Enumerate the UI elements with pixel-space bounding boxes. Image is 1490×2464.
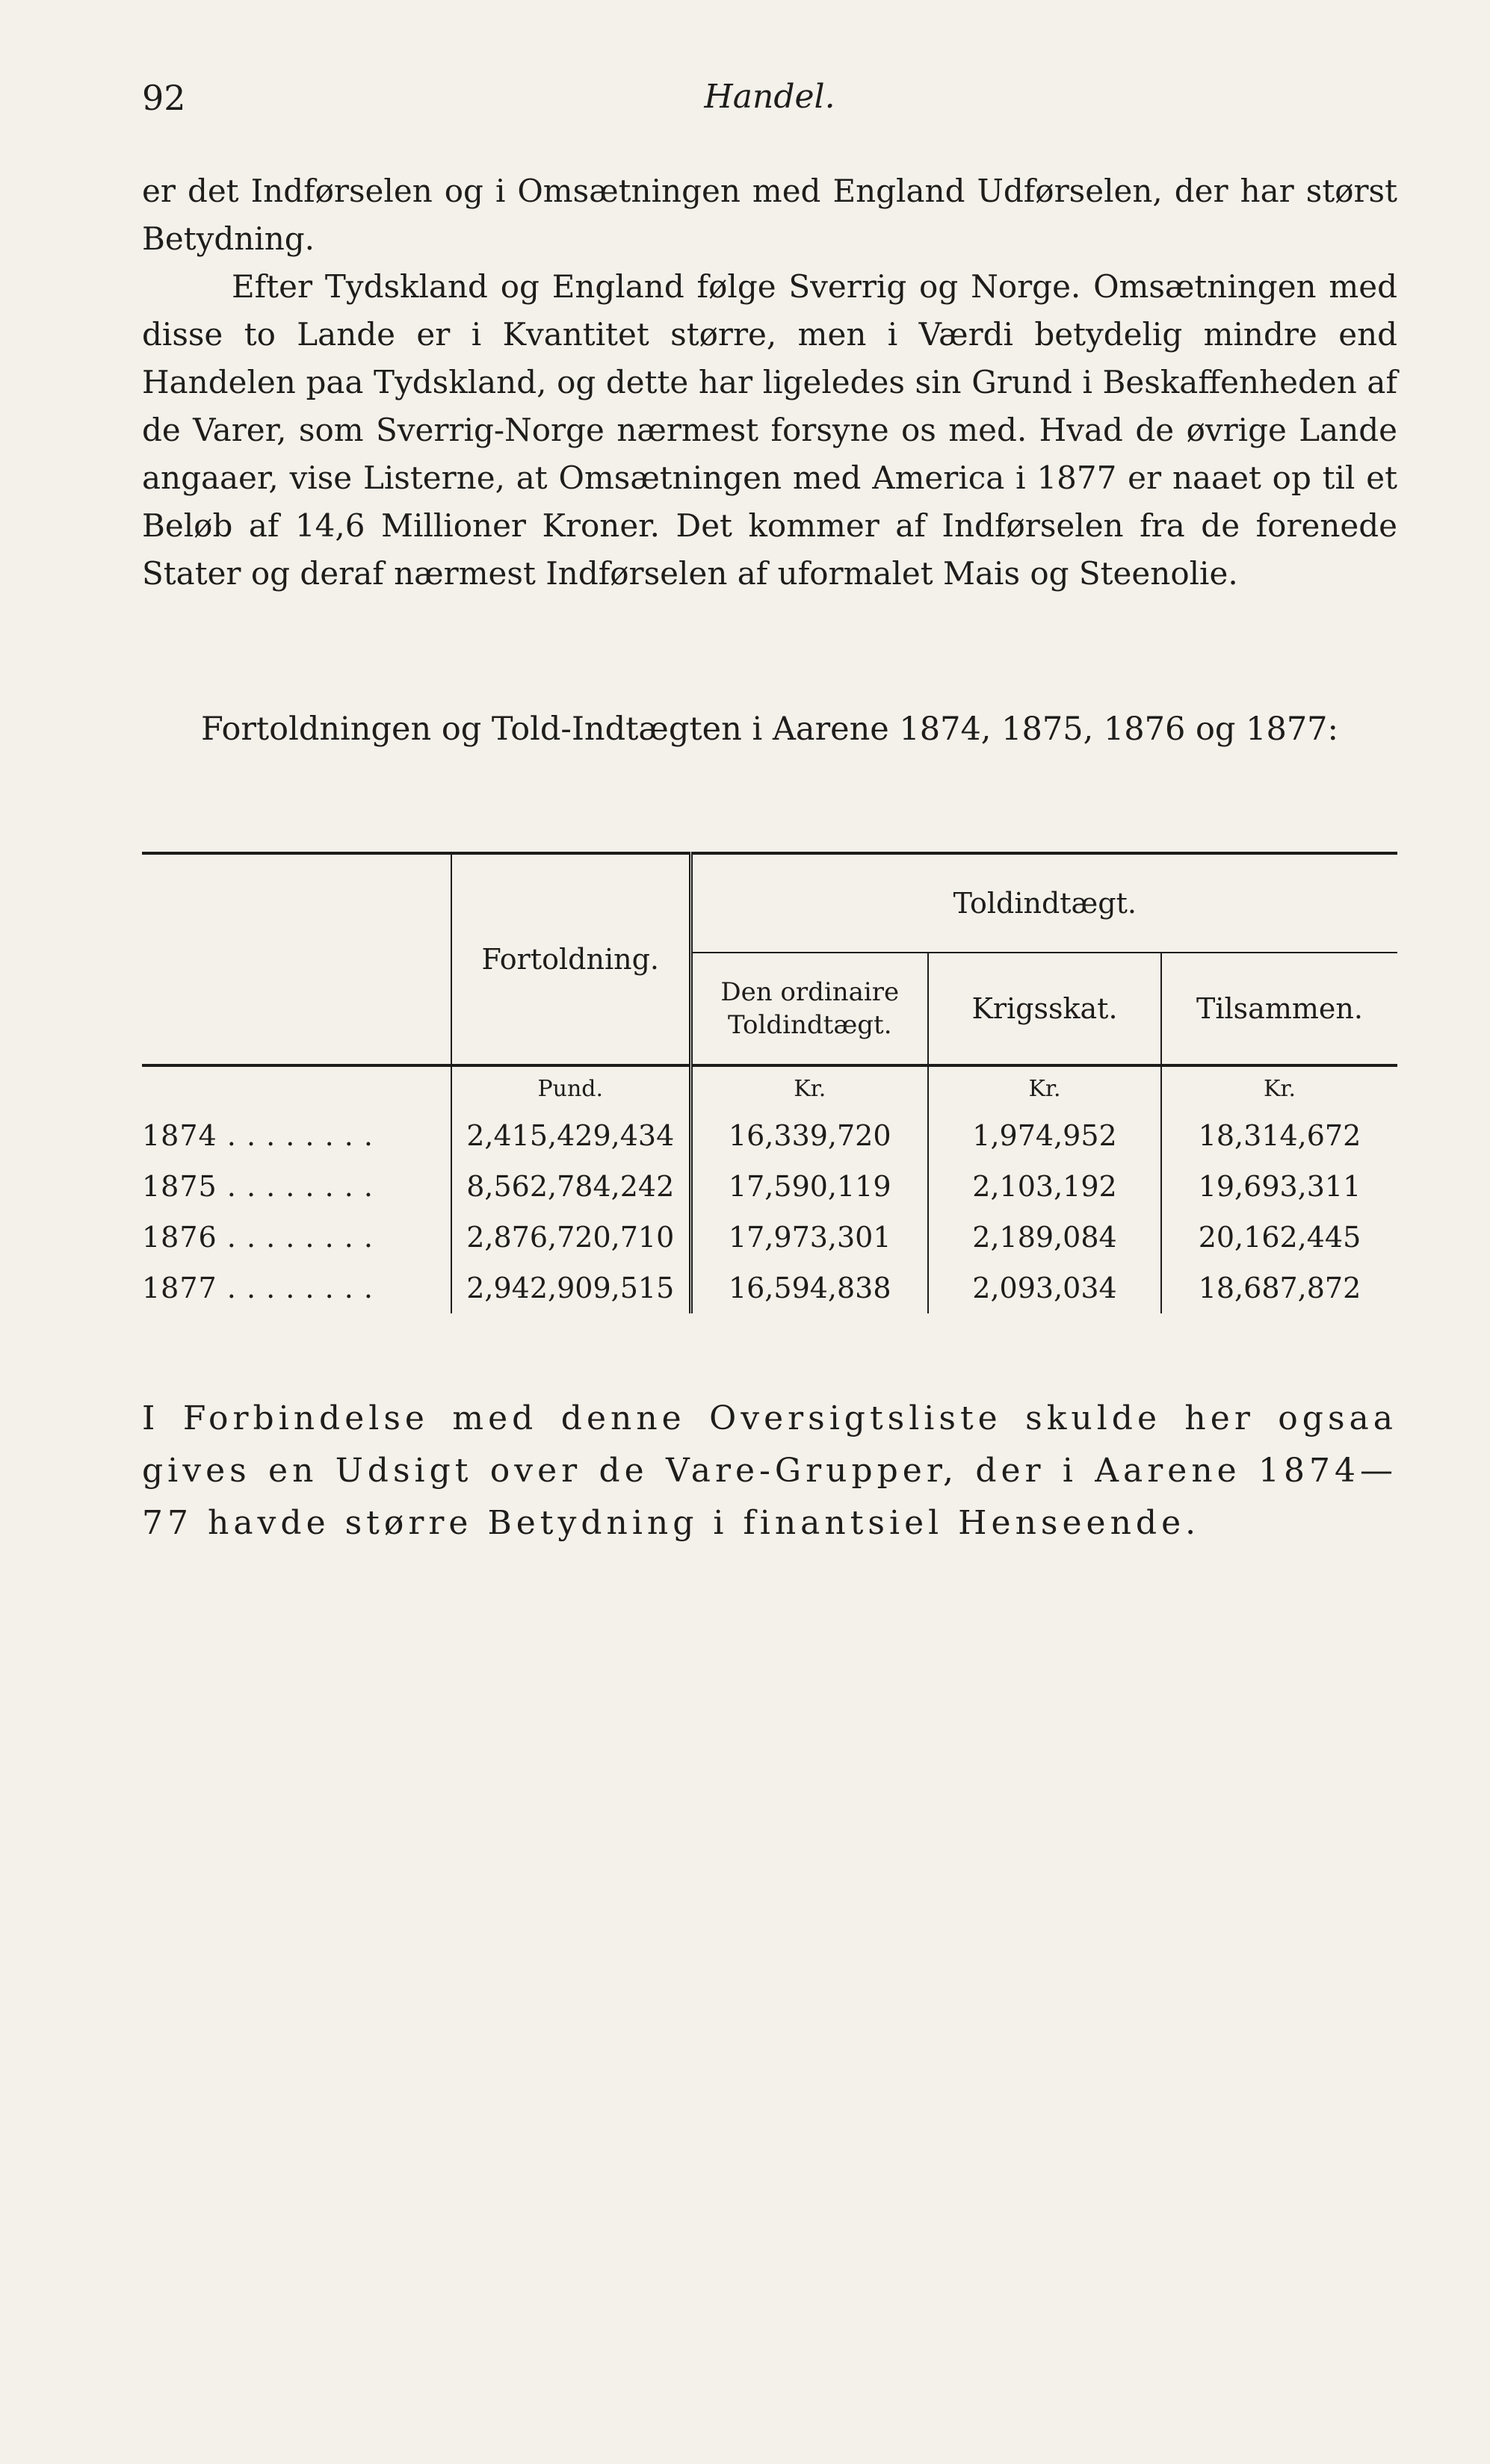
cell-fortoldning: 2,876,720,710	[451, 1212, 690, 1263]
unit-row	[142, 1065, 1397, 1110]
cell-fortoldning: 2,415,429,434	[451, 1110, 690, 1161]
unit-pund: Pund.	[451, 1065, 690, 1110]
unit-kr-ordinary: Kr.	[690, 1065, 928, 1110]
paragraph-2: Efter Tydskland og England følge Sverrig og Norge. Omsætningen med disse to Lande er i Kvantitet større, men i Værdi betydelig mindre end Handelen paa Tydskland, og dette har ligeledes sin Grund i Beskaffenheden af de Varer, som Sverrig-Norge nærmest forsyne os med. Hvad de øvrige Lande angaaer, vise Listerne, at Omsætningen med America i 1877 er naaet op til et Beløb af 14,6 Millioner Kroner. Det kommer af Indførselen fra de forenede Stater og deraf nærmest Indførselen af uformalet Mais og Steenolie.	[142, 268, 1397, 592]
cell-ordinary: 17,973,301	[690, 1212, 928, 1263]
cell-fortoldning: 8,562,784,242	[451, 1161, 690, 1212]
row-year: 1877 . . . . . . . .	[142, 1272, 374, 1304]
header-toldindtaegt: Toldindtægt.	[690, 853, 1397, 953]
unit-cell-empty	[142, 1065, 451, 1110]
closing-paragraph: I Forbindelse med denne Oversigtsliste skulde her ogsaa gives en Udsigt over de Vare-Grupper, der i Aarene 1874—77 havde større Betydning i finantsiel Henseende.	[142, 1399, 1397, 1542]
page-number: 92	[142, 78, 186, 118]
unit-kr-krigsskat: Kr.	[928, 1065, 1161, 1110]
row-year: 1875 . . . . . . . .	[142, 1170, 374, 1203]
cell-tilsammen: 19,693,311	[1161, 1161, 1397, 1212]
cell-tilsammen: 20,162,445	[1161, 1212, 1397, 1263]
table-caption: Fortoldningen og Told-Indtægten i Aarene 1874, 1875, 1876 og 1877:	[200, 711, 1339, 748]
table-row	[142, 1263, 1397, 1313]
header-ordinary-toldindtaegt: Den ordinaire Toldindtægt.	[690, 953, 928, 1065]
paragraph-1: er det Indførselen og i Omsætningen med England Udførselen, der har størst Betydning.	[142, 173, 1397, 257]
table-row	[142, 1161, 1397, 1212]
table-row	[142, 1212, 1397, 1263]
header-krigsskat: Krigsskat.	[928, 953, 1161, 1065]
page-header	[142, 78, 1397, 123]
cell-ordinary: 16,594,838	[690, 1263, 928, 1313]
customs-table	[142, 852, 1397, 1313]
cell-ordinary: 16,339,720	[690, 1110, 928, 1161]
running-head: Handel.	[704, 78, 835, 116]
row-year: 1874 . . . . . . . .	[142, 1119, 374, 1152]
row-year: 1876 . . . . . . . .	[142, 1221, 374, 1254]
cell-krigsskat: 2,103,192	[928, 1161, 1161, 1212]
table-corner-cell	[142, 853, 451, 1065]
header-fortoldning: Fortoldning.	[451, 853, 690, 1065]
cell-tilsammen: 18,687,872	[1161, 1263, 1397, 1313]
cell-fortoldning: 2,942,909,515	[451, 1263, 690, 1313]
table-row	[142, 1110, 1397, 1161]
cell-krigsskat: 2,093,034	[928, 1263, 1161, 1313]
cell-krigsskat: 2,189,084	[928, 1212, 1161, 1263]
cell-tilsammen: 18,314,672	[1161, 1110, 1397, 1161]
header-tilsammen: Tilsammen.	[1161, 953, 1397, 1065]
unit-kr-tilsammen: Kr.	[1161, 1065, 1397, 1110]
cell-ordinary: 17,590,119	[690, 1161, 928, 1212]
cell-krigsskat: 1,974,952	[928, 1110, 1161, 1161]
